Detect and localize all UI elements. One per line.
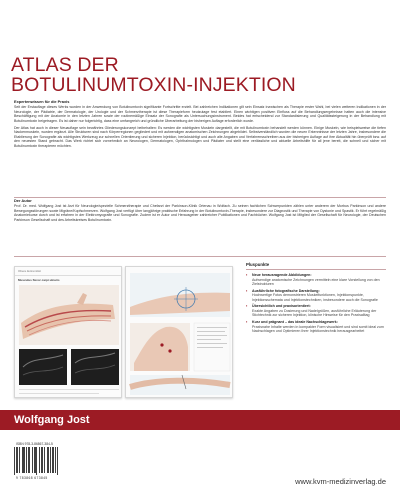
barcode-icon	[14, 447, 58, 475]
title-line-2: BOTULINUMTOXIN-INJEKTION	[11, 74, 296, 96]
pluspunkte-item-title: Neue herausragende Abbildungen:	[252, 273, 312, 277]
anatomy-forearm-illustration	[15, 283, 122, 398]
divider	[14, 197, 386, 198]
section-paragraph: Seit der Erstauflage dieses Werks wurden in der Anwendung von Botulinumtoxin signifikante Fortschritte erzielt. Bei zahlreichen Indikationen gilt sein Einsatz inzwischen als Therapie erster Wahl, bei vielen weiteren Indikationen in der Neurologie, der Pädiatrie, der Dermatologie, der Urologie und der Schmerztherapie ist diese Therapieform heutzutage fest etabliert. Einen wichtigen positiven Einfluss auf die Behandlungsergebnisse hatten auch die intensive Beschäftigung mit der Anatomie in den letzten Jahren sowie der routinemäßige Einsatz der Sonografie als Untersuchungsinstrument. Beides hat entscheidend zur Standardisierung und Qualitätssteigerung in der Behandlung mit Botulinumtoxin beigetragen. Es ist daher nur folgerichtig, dass eine umfangreich und gründliche Überarbeitung der bisherigen Auflage erforderlich wurde.	[14, 105, 386, 123]
book-title	[11, 55, 391, 95]
section-paragraph: Der Atlas hat auch in dieser Neuauflage sein bewährtes Gliederungskonzept beibehalten: Es werden die wichtigsten Muskeln dargestellt, die mit Botulinumtoxin behandelt werden können. Einige Muskeln, wie beispielsweise die tiefen Nackenmuskeln, wurden ergänzt. Alle Strukturen sind nach Körperregionen gegliedert und mit aufwendigen anatomischen Zeichnungen abgebildet. Selbstverständlich wurden die neuen Erkenntnisse der letzten Jahre, insbesondere die Etablierung der Sonografie als wichtigstes Werkzeug zur schnellen Orientierung und sicheren Injektion, berücksichtigt und auch alle Angaben und Verfahrensschreiben aus der bisherigen Auflage auf ihre Aktualität hin überprüft bzw. auf den neuesten Stand gebracht. Das Werk richtet sich vornehmlich an Neurologen, Dermatologen, Ophthalmologen und Pädiater und stellt eine verlässliche und aktuelle Arbeitshilfe für all jene bereit, die schnell und sicher mit Botulinumtoxin therapieren möchten.	[14, 125, 386, 148]
pluspunkte-item-title: Kurz und prägnant – das ideale Nachschlagewerk:	[252, 320, 338, 325]
section-heading: Expertenwissen für die Praxis	[14, 99, 70, 104]
book-page-left	[14, 266, 122, 398]
isbn-digits: 9 783868 673845	[16, 476, 48, 480]
section-expertenwissen	[14, 100, 386, 150]
bullet-icon: ▪	[246, 303, 248, 309]
pluspunkte-item	[246, 320, 386, 334]
pluspunkte-item	[246, 273, 386, 287]
book-page-right	[125, 266, 233, 398]
section-heading: Der Autor	[14, 198, 32, 203]
bullet-icon: ▪	[246, 287, 248, 293]
page-header: Obere Extremität	[15, 267, 121, 276]
publisher-website: www.kvm-medizinverlag.de	[295, 477, 386, 486]
title-line-1: ATLAS DER	[11, 54, 119, 76]
pluspunkte-item-desc: Exakte Angaben zu Dosierung und Nadelgrößen, ausführliche Erläuterung der Stichtechnik zur sicheren Injektion, klinische Hinweise für den Praxisalltag	[252, 308, 377, 318]
pluspunkte-item	[246, 289, 386, 303]
book-preview-image	[14, 266, 234, 398]
pluspunkte-item-desc: Aufwendige anatomische Zeichnungen vermitteln eine klare Vorstellung von den Zielstrukturen	[252, 277, 380, 286]
section-autor	[14, 199, 386, 225]
pluspunkte-item-desc: Praxisnahe Inhalte werden in kompakter Form visualisiert und sind somit ideal zum Nachschlagen und Optimieren Ihrer Injektionstechnik herausgearbeitet	[252, 324, 384, 334]
author-bar	[0, 410, 400, 430]
isbn-label: ISBN 978-3-86867-384-5	[16, 442, 53, 446]
pluspunkte-heading: Pluspunkte	[246, 262, 386, 270]
section-paragraph: Prof. Dr. med. Wolfgang Jost ist Arzt für Neurologie/spezielle Schmerztherapie und Chefarzt der Parkinson-Klinik Ortenau in Wolfach. Zu seinen fachlichen Schwerpunkten zählen unter anderem der Morbus Parkinson und andere Bewegungsstörungen sowie Migräne/Kopfschmerzen. Wolfgang Jost verfügt über langjährige praktische Erfahrung in der Botulinumtoxin-Therapie, insbesondere zur Diagnostik und Therapie von Dystonie und Spastik. Er führt regelmäßig Anatomiekurse durch und ist erfahren in der Elektromyografie und Sonografie. Zudem ist er Autor und Herausgeber zahlreicher Publikationen und Fachbücher. Wolfgang Jost ist Mitglied der Gesellschaft für Neurologie, der Deutschen Parkinson Gesellschaft und des Arbeitskreises Botulinumtoxin.	[14, 204, 386, 222]
bullet-icon: ▪	[246, 272, 248, 277]
pluspunkte-item-title: Übersichtlich und praxisorientiert:	[252, 304, 311, 309]
pluspunkte-item-title: Ausführliche fotografische Darstellung:	[252, 288, 320, 293]
pluspunkte-item-desc: Hochwertige Fotos demonstrieren Muskelfunktionen, Injektionspunkte, Injektionsschemata und Injektionstechniken, insbesondere auch die Sonografie	[252, 293, 378, 302]
bullet-icon: ▪	[246, 319, 248, 325]
divider	[14, 256, 386, 257]
figure-caption: Musculus flexor carpi ulnaris	[18, 278, 60, 282]
pluspunkte-item	[246, 304, 386, 318]
author-name: Wolfgang Jost	[14, 414, 90, 426]
pluspunkte-panel	[246, 262, 386, 336]
anatomy-photo-illustration	[126, 267, 233, 398]
